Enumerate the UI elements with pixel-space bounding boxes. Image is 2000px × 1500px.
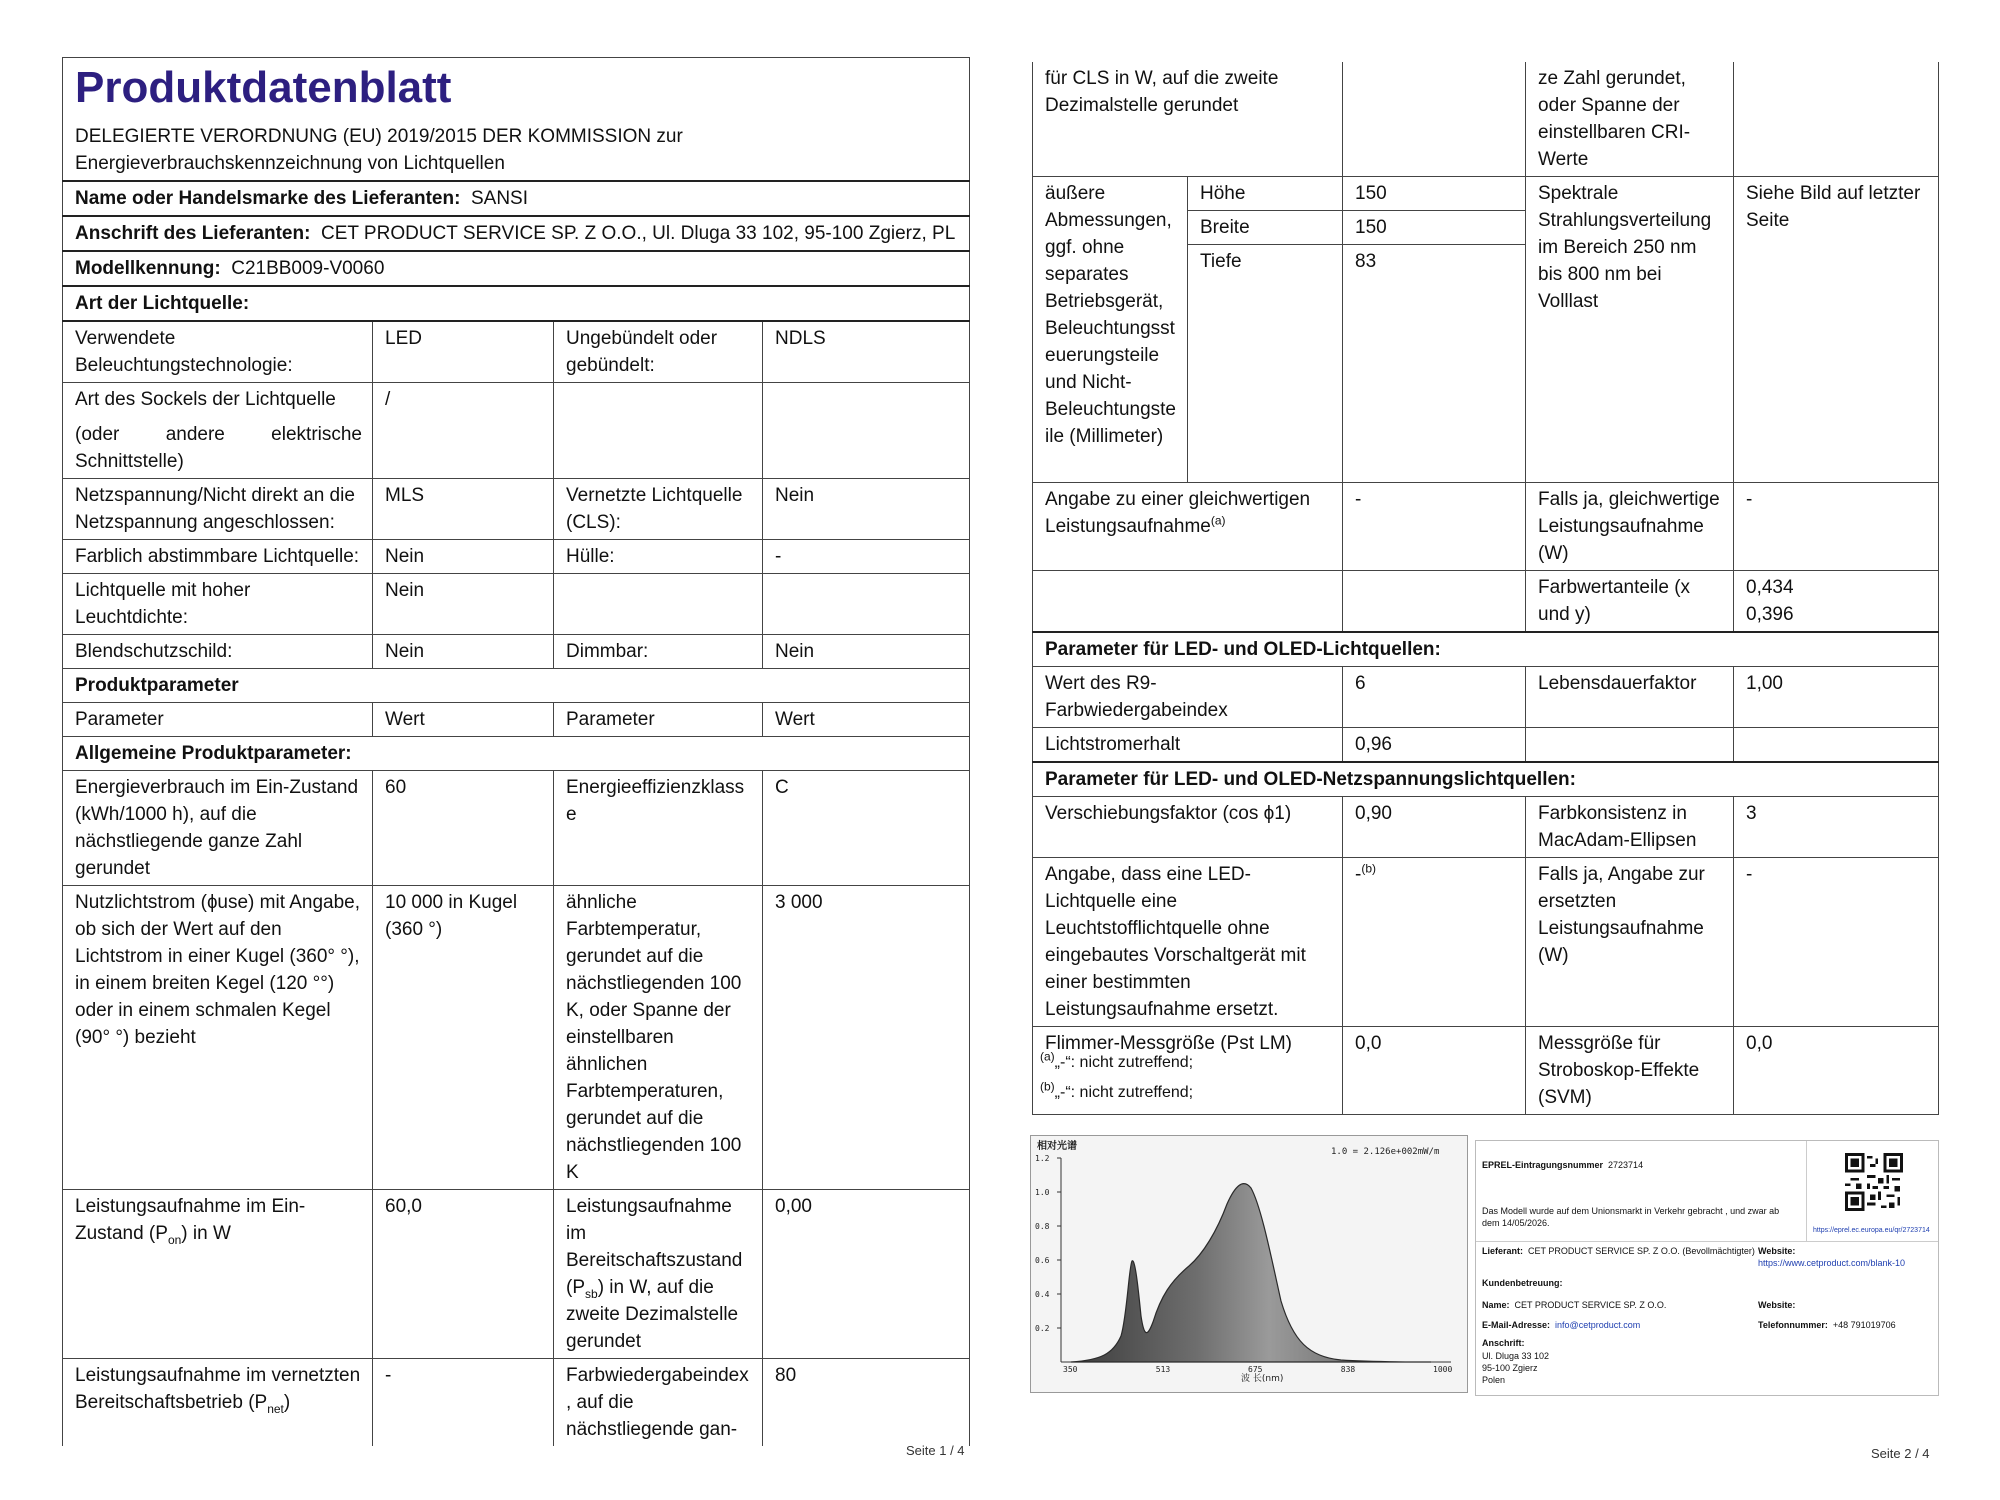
chromaticity-x-value: 0,434 xyxy=(1746,577,1794,598)
bundled-value: NDLS xyxy=(763,321,970,383)
chromaticity-y-value: 0,396 xyxy=(1746,604,1794,625)
document-title: Produktdatenblatt xyxy=(75,63,452,112)
regulation-reference: DELEGIERTE VERORDNUNG (EU) 2019/2015 DER KOMMISSION zur Energieverbrauchskennzeichnung von Lichtquellen xyxy=(75,126,683,174)
led-params-heading-row xyxy=(1033,632,1939,667)
tunable-label: Farblich abstimmbare Lichtquelle: xyxy=(63,540,373,574)
col-header-parameter-2: Parameter xyxy=(554,703,763,737)
spectrum-x-label: 波 长(nm) xyxy=(1241,1374,1284,1384)
power-on-label: Leistungsaufnahme im Ein-Zustand (P xyxy=(75,1196,306,1244)
spectrum-y-tick: 0.8 xyxy=(1035,1222,1050,1231)
replacement-yes-label: Falls ja, Angabe zur ersetzten Leistungsaufnahme (W) xyxy=(1526,858,1734,1027)
flicker-label: Flimmer-Messgröße (Pst LM) xyxy=(1033,1027,1343,1115)
cct-label: ähnliche Farbtemperatur, gerundet auf die nächstliegenden 100 K, oder Spanne der einstellbaren ähnlichen Farbtemperaturen, gerundet auf die nächstliegenden 100 K xyxy=(554,886,763,1190)
depth-value: 83 xyxy=(1343,245,1526,483)
label-supplier-label: Lieferant: xyxy=(1482,1246,1524,1256)
energy-class-value: C xyxy=(763,771,970,886)
useful-flux-value: 10 000 in Kugel (360 °) xyxy=(373,886,554,1190)
spectrum-y-tick: 0.2 xyxy=(1035,1324,1050,1333)
spectrum-x-tick: 838 xyxy=(1340,1365,1356,1374)
footnote-b-text: „-“: nicht zutreffend; xyxy=(1054,1084,1194,1101)
lifetime-factor-label: Lebensdauerfaktor xyxy=(1526,667,1734,728)
label-website-label: Website: xyxy=(1758,1246,1796,1256)
spectrum-x-tick: 513 xyxy=(1155,1365,1171,1374)
height-label: Höhe xyxy=(1188,177,1343,211)
spectrum-plot xyxy=(1031,1136,1467,1392)
glare-label: Blendschutzschild: xyxy=(63,635,373,669)
replacement-label: Angabe, dass eine LED-Lichtquelle eine Leuchtstofflichtquelle ohne eingebautes Vorschaltgerät mit einer bestimmten Leistungsaufnahme ersetzt. xyxy=(1033,858,1343,1027)
label-website-link[interactable]: https://www.cetproduct.com/blank-10 xyxy=(1758,1258,1906,1268)
envelope-value: - xyxy=(763,540,970,574)
col-header-value-1: Wert xyxy=(373,703,554,737)
label-address-line2: 95-100 Zgierz xyxy=(1482,1363,1538,1373)
dimmable-value: Nein xyxy=(763,635,970,669)
eprel-market-note: Das Modell wurde auf dem Unionsmarkt in Verkehr gebracht , und zwar ab dem 14/05/2026. xyxy=(1482,1206,1780,1228)
color-consistency-value: 3 xyxy=(1734,797,1939,858)
r9-value: 6 xyxy=(1343,667,1526,728)
energy-class-label: Energieeffizienzklasse xyxy=(554,771,763,886)
standby-value: 0,00 xyxy=(763,1190,970,1359)
displacement-label: Verschiebungsfaktor (cos ϕ1) xyxy=(1033,797,1343,858)
cri-label: Farbwiedergabeindex, auf die nächstliegende gan- xyxy=(554,1359,763,1447)
socket-value: / xyxy=(373,383,554,479)
eprel-reg-number: 2723714 xyxy=(1608,1160,1644,1170)
mains-row xyxy=(63,479,970,540)
label-address-label: Anschrift: xyxy=(1482,1338,1525,1348)
power-on-value: 60,0 xyxy=(373,1190,554,1359)
column-header-row xyxy=(63,703,970,737)
continuation-left: für CLS in W, auf die zweite Dezimalstelle gerundet xyxy=(1033,62,1343,177)
flux-maintenance-row xyxy=(1033,728,1939,763)
mains-value: MLS xyxy=(373,479,554,540)
continuation-right: ze Zahl gerundet, oder Spanne der einstellbaren CRI-Werte xyxy=(1526,62,1734,177)
label-customer-service: Kundenbetreuung: xyxy=(1482,1278,1563,1288)
bundled-label: Ungebündelt oder gebündelt: xyxy=(554,321,763,383)
footnote-a-mark: (a) xyxy=(1040,1049,1055,1064)
networked-standby-subscript: net xyxy=(267,1401,284,1416)
page-number: Seite 1 / 4 xyxy=(906,1443,965,1458)
equivalent-yes-value: - xyxy=(1734,483,1939,571)
label-email-link[interactable]: info@cetproduct.com xyxy=(1555,1320,1641,1330)
useful-flux-row xyxy=(63,886,970,1190)
footnote-a xyxy=(1040,1048,1193,1078)
page-number-2: Seite 2 / 4 xyxy=(1871,1446,1930,1461)
light-source-type-heading: Art der Lichtquelle: xyxy=(63,286,970,321)
spectrum-y-tick: 1.0 xyxy=(1035,1188,1050,1197)
socket-label-line2: (oder andere elektrische Schnittstelle) xyxy=(75,424,362,472)
product-datasheet-table-part-1 xyxy=(62,57,970,1446)
eprel-label-image xyxy=(1475,1140,1939,1396)
dimension-height-row xyxy=(1033,177,1939,211)
spectrum-x-tick: 1000 xyxy=(1433,1365,1453,1374)
cls-value: Nein xyxy=(763,479,970,540)
supplier-address: CET PRODUCT SERVICE SP. Z O.O., Ul. Dluga 33 102, 95-100 Zgierz, PL xyxy=(321,223,956,244)
energy-consumption-value: 60 xyxy=(373,771,554,886)
socket-label-line1: Art des Sockels der Lichtquelle xyxy=(75,389,336,410)
continuation-row xyxy=(1033,62,1939,177)
spectrum-title: 相对光谱 xyxy=(1037,1141,1077,1152)
width-label: Breite xyxy=(1188,211,1343,245)
replacement-yes-value: - xyxy=(1734,858,1939,1027)
supplier-name-row xyxy=(63,181,970,216)
flux-maintenance-value: 0,96 xyxy=(1343,728,1526,763)
technology-label: Verwendete Beleuchtungstechnologie: xyxy=(63,321,373,383)
technology-row xyxy=(63,321,970,383)
tunable-row xyxy=(63,540,970,574)
replacement-footnote-mark: (b) xyxy=(1361,861,1376,876)
socket-row xyxy=(63,383,970,479)
general-params-heading-row xyxy=(63,737,970,771)
energy-consumption-label: Energieverbrauch im Ein-Zustand (kWh/1000 h), auf die nächstliegende ganze Zahl gerundet xyxy=(63,771,373,886)
lifetime-factor-value: 1,00 xyxy=(1734,667,1939,728)
displacement-value: 0,90 xyxy=(1343,797,1526,858)
equivalent-yes-label: Falls ja, gleichwertige Leistungsaufnahme (W) xyxy=(1526,483,1734,571)
dimensions-label: äußere Abmessungen, ggf. ohne separates Betriebsgerät, Beleuchtungssteuerungsteile und Nicht-Beleuchtungsteile (Millimeter) xyxy=(1033,177,1188,483)
supplier-name: SANSI xyxy=(470,188,529,209)
displacement-row xyxy=(1033,797,1939,858)
label-phone-label: Telefonnummer: xyxy=(1758,1320,1828,1330)
equivalent-power-footnote-mark: (a) xyxy=(1210,513,1226,528)
equivalent-power-value: - xyxy=(1343,483,1526,571)
stroboscopic-value: 0,0 xyxy=(1734,1027,1939,1115)
dimmable-label: Dimmbar: xyxy=(554,635,763,669)
label-address-line1: Ul. Dluga 33 102 xyxy=(1482,1351,1550,1361)
eprel-reg-label: EPREL-Eintragungsnummer xyxy=(1482,1160,1604,1170)
spectrum-x-tick: 350 xyxy=(1063,1365,1078,1374)
footnote-b-mark: (b) xyxy=(1040,1079,1055,1094)
spectral-value: Siehe Bild auf letzter Seite xyxy=(1734,177,1939,483)
label-name-value: CET PRODUCT SERVICE SP. Z O.O. xyxy=(1514,1300,1667,1310)
technology-value: LED xyxy=(373,321,554,383)
envelope-label: Hülle: xyxy=(554,540,763,574)
standby-label-end: ) in W, auf die zweite Dezimalstelle gerundet xyxy=(566,1277,739,1352)
supplier-address-row xyxy=(63,216,970,251)
spectral-label: Spektrale Strahlungsverteilung im Bereich 250 nm bis 800 nm bei Volllast xyxy=(1526,177,1734,483)
spectrum-scale-note: 1.0 = 2.126e+002mW/m xyxy=(1331,1147,1440,1157)
label-website2-label: Website: xyxy=(1758,1300,1796,1310)
product-datasheet-table-part-2 xyxy=(1032,62,1939,1115)
glare-row xyxy=(63,635,970,669)
title-row xyxy=(63,58,970,182)
replacement-value: - xyxy=(1355,864,1362,885)
depth-label: Tiefe xyxy=(1188,245,1343,483)
cls-label: Vernetzte Lichtquelle (CLS): xyxy=(554,479,763,540)
high-luminance-row xyxy=(63,574,970,635)
stroboscopic-label: Messgröße für Stroboskop-Effekte (SVM) xyxy=(1526,1027,1734,1115)
footnotes xyxy=(1040,1048,1193,1108)
width-value: 150 xyxy=(1343,211,1526,245)
r9-label: Wert des R9-Farbwiedergabeindex xyxy=(1033,667,1343,728)
label-supplier-value: CET PRODUCT SERVICE SP. Z O.O. (Bevollmächtigter) xyxy=(1528,1246,1755,1256)
high-luminance-value: Nein xyxy=(373,574,554,635)
networked-standby-label: Leistungsaufnahme im vernetzten Bereitschaftsbetrieb (P xyxy=(75,1365,361,1413)
qr-url: https://eprel.ec.europa.eu/qr/2723714 xyxy=(1813,1227,1930,1234)
model-row xyxy=(63,251,970,286)
networked-standby-label-end: ) xyxy=(283,1392,291,1413)
flicker-value: 0,0 xyxy=(1343,1027,1526,1115)
height-value: 150 xyxy=(1343,177,1526,211)
glare-value: Nein xyxy=(373,635,554,669)
supplier-address-label: Anschrift des Lieferanten: xyxy=(75,223,311,244)
spectrum-y-tick: 1.2 xyxy=(1035,1154,1050,1163)
general-params-heading: Allgemeine Produktparameter: xyxy=(63,737,970,771)
standby-label: Leistungsaufnahme im Bereitschaftszustand (P xyxy=(566,1196,743,1298)
footnote-b xyxy=(1040,1078,1193,1108)
energy-consumption-row xyxy=(63,771,970,886)
cct-value: 3 000 xyxy=(763,886,970,1190)
power-on-row xyxy=(63,1190,970,1359)
footnote-a-text: „-“: nicht zutreffend; xyxy=(1054,1054,1194,1071)
standby-subscript: sb xyxy=(585,1286,598,1301)
col-header-value-2: Wert xyxy=(763,703,970,737)
spectral-distribution-image xyxy=(1030,1135,1468,1393)
power-on-subscript: on xyxy=(167,1232,182,1247)
spectrum-y-tick: 0.6 xyxy=(1035,1256,1050,1265)
networked-standby-value: - xyxy=(373,1359,554,1447)
model-identifier: C21BB009-V0060 xyxy=(231,258,385,279)
model-label: Modellkennung: xyxy=(75,258,221,279)
useful-flux-label: Nutzlichtstrom (ɸuse) mit Angabe, ob sich der Wert auf den Lichtstrom in einer Kugel (360° °), in einem breiten Kegel (120 °°) oder in einem schmalen Kegel (90° °) bezieht xyxy=(63,886,373,1190)
tunable-value: Nein xyxy=(373,540,554,574)
col-header-parameter-1: Parameter xyxy=(63,703,373,737)
spectrum-x-tick: 675 xyxy=(1248,1365,1263,1374)
led-mains-heading: Parameter für LED- und OLED-Netzspannungslichtquellen: xyxy=(1033,762,1939,797)
light-source-type-row xyxy=(63,286,970,321)
equivalent-power-label: Angabe zu einer gleichwertigen Leistungsaufnahme xyxy=(1045,489,1311,537)
qr-code-icon xyxy=(1845,1153,1903,1211)
label-email-label: E-Mail-Adresse: xyxy=(1482,1320,1551,1330)
product-params-heading: Produktparameter xyxy=(63,669,970,703)
cri-value: 80 xyxy=(763,1359,970,1447)
supplier-name-label: Name oder Handelsmarke des Lieferanten: xyxy=(75,188,461,209)
flux-maintenance-label: Lichtstromerhalt xyxy=(1033,728,1343,763)
chromaticity-label: Farbwertanteile (x und y) xyxy=(1526,571,1734,633)
spectrum-y-tick: 0.4 xyxy=(1035,1290,1050,1299)
chromaticity-row xyxy=(1033,571,1939,633)
networked-standby-row xyxy=(63,1359,970,1447)
label-phone-value: +48 791019706 xyxy=(1832,1320,1896,1330)
mains-label: Netzspannung/Nicht direkt an die Netzspannung angeschlossen: xyxy=(63,479,373,540)
led-params-heading: Parameter für LED- und OLED-Lichtquellen: xyxy=(1033,632,1939,667)
led-mains-heading-row xyxy=(1033,762,1939,797)
product-params-heading-row xyxy=(63,669,970,703)
r9-row xyxy=(1033,667,1939,728)
label-name-label: Name: xyxy=(1482,1300,1510,1310)
replacement-row xyxy=(1033,858,1939,1027)
power-on-label-end: ) in W xyxy=(181,1223,231,1244)
high-luminance-label: Lichtquelle mit hoher Leuchtdichte: xyxy=(63,574,373,635)
equivalent-power-row xyxy=(1033,483,1939,571)
label-address-line3: Polen xyxy=(1482,1375,1506,1385)
color-consistency-label: Farbkonsistenz in MacAdam-Ellipsen xyxy=(1526,797,1734,858)
